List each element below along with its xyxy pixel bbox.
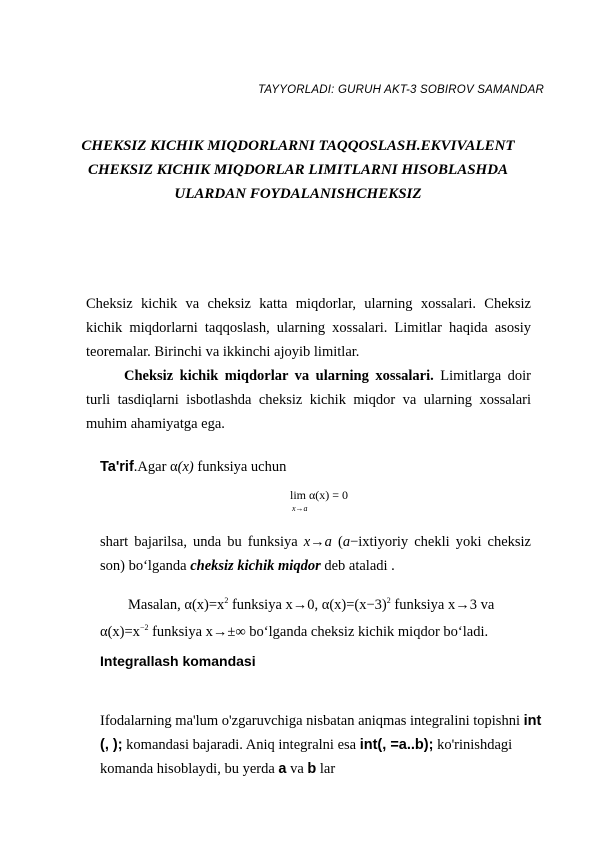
cont-paren: ( xyxy=(331,534,343,550)
example-1a: Masalan, α(x)=x xyxy=(128,596,225,613)
section-paragraph xyxy=(86,364,531,436)
integral-text-a: Ifodalarning ma'lum o'zgaruvchiga nisbatan aniqmas integralini topishni xyxy=(100,713,524,729)
integral-text-d: va xyxy=(286,761,308,777)
integral-paragraph xyxy=(100,709,545,781)
cont-text-e: −ixtiyoriy chekli yoki cheksiz son) bo‘lganda xyxy=(100,534,531,574)
formula-subscript: x→a xyxy=(292,504,308,513)
author-line: TAYYORLADI: GURUH AKT-3 SOBIROV SAMANDAR xyxy=(258,84,544,96)
definition-text: .Agar xyxy=(133,459,171,475)
example-1-sup2: 2 xyxy=(386,596,391,605)
integral-text-e: lar xyxy=(316,761,336,777)
integral-text-c: ko'rinishdagi komanda hisoblaydi, bu yerda xyxy=(100,737,513,777)
defined-term: cheksiz kichik miqdor xyxy=(190,558,321,574)
integral-var-b: b xyxy=(307,761,317,777)
integral-command-2: int(, =a..b); xyxy=(359,737,434,753)
definition-var: (x) xyxy=(177,459,194,475)
example-line-1 xyxy=(128,591,494,615)
example-1b: funksiya x→0, α(x)=(x−3) xyxy=(228,596,387,613)
title-line-1: CHEKSIZ KICHIK MIQDORLARNI TAQQOSLASH.EKVIVALENT xyxy=(81,138,515,154)
alpha-symbol: α xyxy=(170,459,178,475)
definition-line xyxy=(100,457,286,477)
section-text: Limitlarga doir turli tasdiqlarni isbotlashda cheksiz kichik miqdor va ularning xossalari muhim ahamiyatga ega. xyxy=(86,368,532,432)
cont-var-a: a xyxy=(342,534,351,550)
definition-label: Ta'rif xyxy=(100,459,134,475)
integral-text-b: komandasi bajaradi. Aniq integralni esa xyxy=(122,737,360,753)
formula-main: lim α(x) = 0 xyxy=(290,488,349,502)
title-line-3: ULARDAN FOYDALANISHCHEKSIZ xyxy=(174,186,422,202)
integral-command-1: int (, ); xyxy=(100,713,542,753)
integral-var-a: a xyxy=(278,761,287,777)
example-2b: funksiya x→±∞ bo‘lganda cheksiz kichik miqdor bo‘ladi. xyxy=(148,623,489,640)
example-2-sup: −2 xyxy=(139,623,149,632)
cont-text-f: deb ataladi . xyxy=(320,558,395,574)
example-2a: α(x)=x xyxy=(100,623,140,640)
definition-text-end: funksiya uchun xyxy=(193,459,287,475)
integral-heading: Integrallash komandasi xyxy=(100,653,256,669)
title-line-2: CHEKSIZ KICHIK MIQDORLAR LIMITLARNI HISOBLASHDA xyxy=(87,162,509,178)
example-line-2 xyxy=(100,618,488,642)
limit-formula xyxy=(290,488,348,516)
cont-limit: x→a xyxy=(303,534,332,550)
intro-paragraph: Cheksiz kichik va cheksiz katta miqdorlar, ularning xossalari. Cheksiz kichik miqdorlarni taqqoslash, ularning xossalari. Limitlar haqida asosiy teoremalar. Birinchi va ikkinchi ajoyib limitlar. xyxy=(86,296,531,360)
definition-continuation xyxy=(100,530,531,578)
cont-text-a: shart bajarilsa, unda bu funksiya xyxy=(100,534,304,550)
document-title xyxy=(70,134,526,206)
example-1-sup: 2 xyxy=(224,596,229,605)
section-heading: Cheksiz kichik miqdorlar va ularning xossalari. xyxy=(124,368,434,384)
example-1c: funksiya x→3 va xyxy=(390,596,495,613)
